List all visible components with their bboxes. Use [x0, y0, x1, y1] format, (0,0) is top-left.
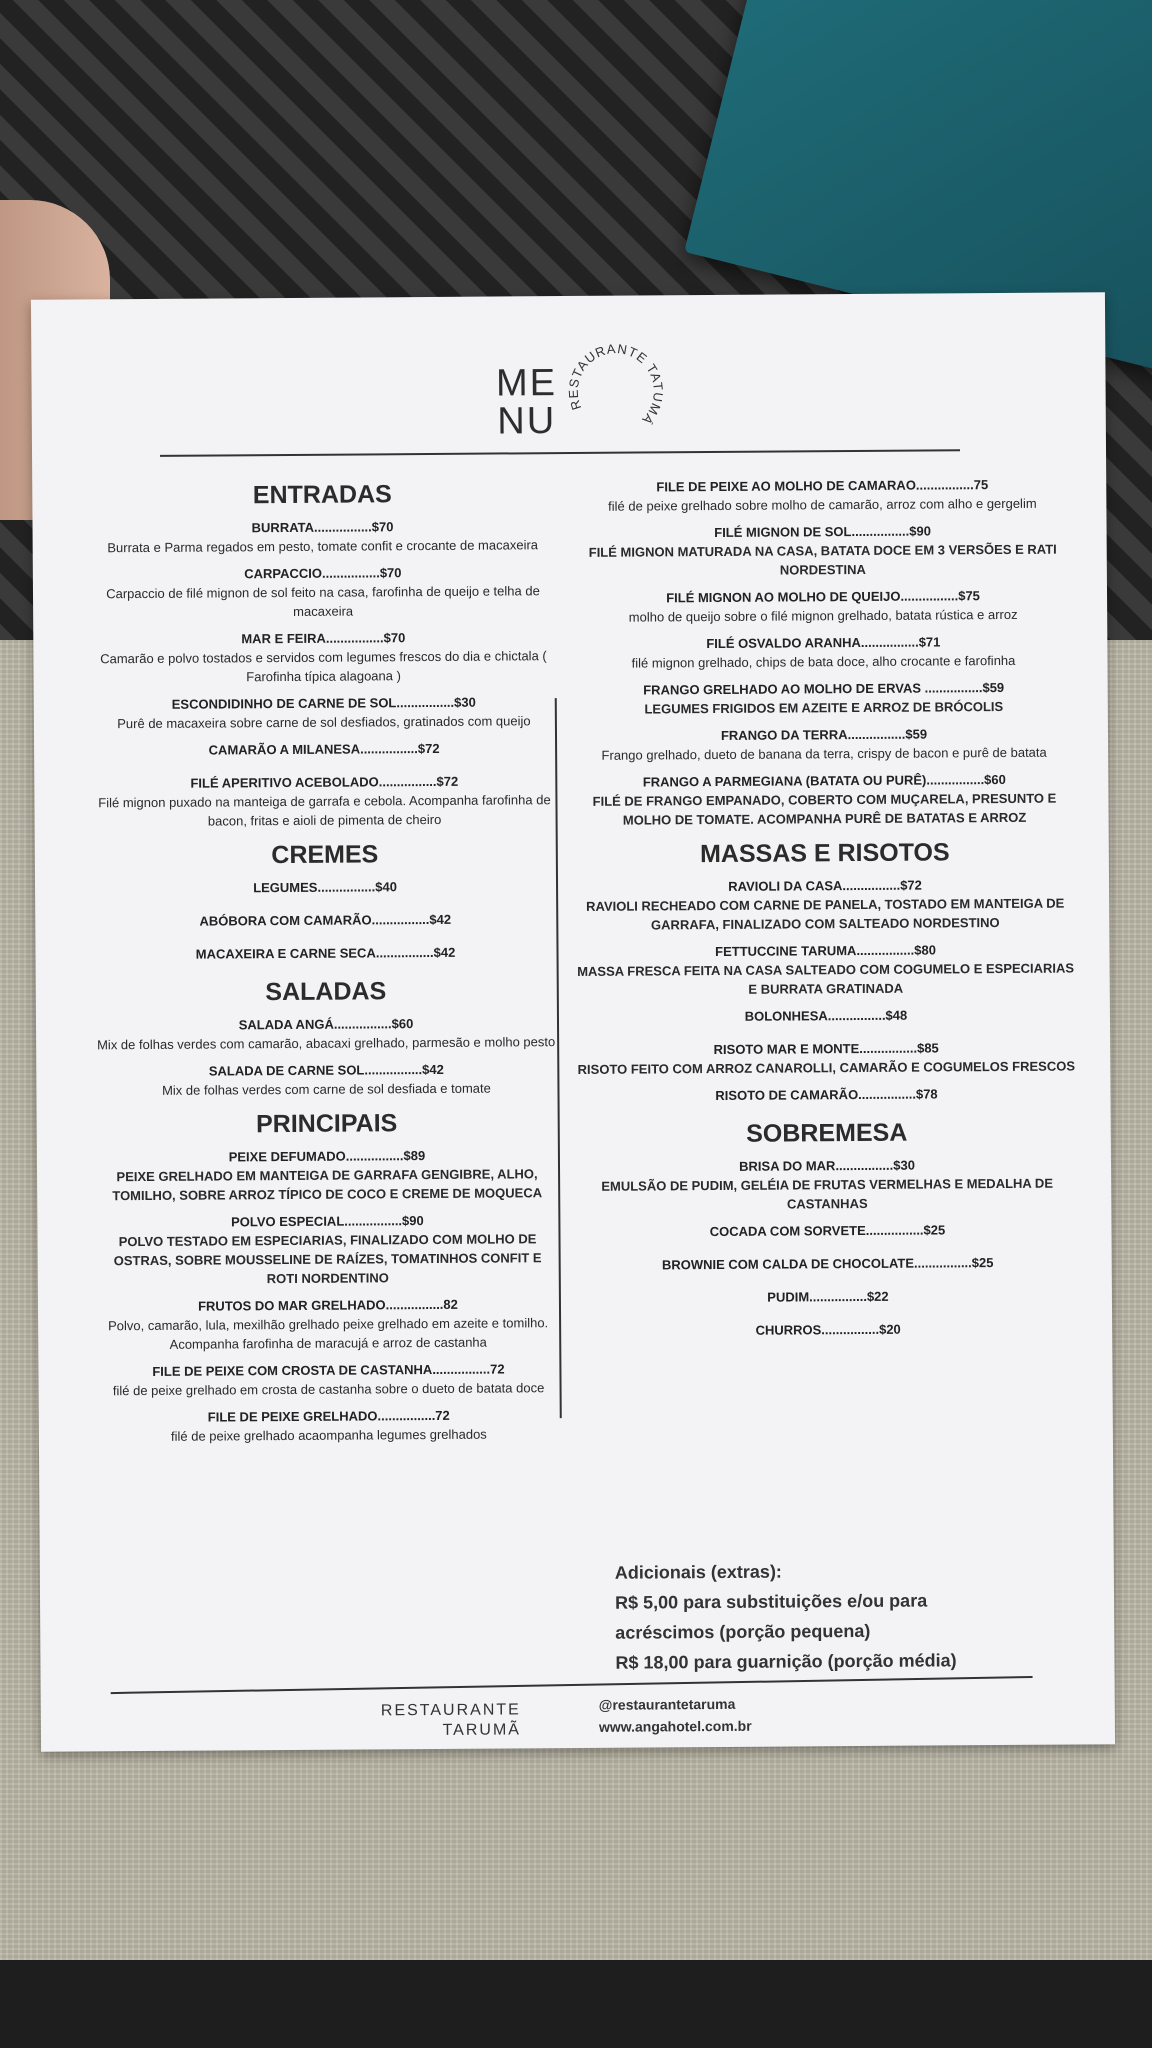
menu-item-description: POLVO TESTADO EM ESPECIARIAS, FINALIZADO COM MOLHO DE OSTRAS, SOBRE MOUSSELINE DE RAÍZES, TOMATINHOS CONFIT E ROTI NORDENTINO: [113, 1231, 542, 1287]
menu-item-name-price: FILE DE PEIXE AO MOLHO DE CAMARAO................75: [656, 477, 989, 495]
menu-item: [573, 521, 1073, 581]
menu-item-description: filé mignon grelhado, chips de bata doce, alho crocante e farofinha: [631, 652, 1016, 671]
extras-section: [615, 1555, 1036, 1678]
menu-item: [574, 677, 1074, 718]
menu-item: [98, 1359, 558, 1400]
table-edge: [0, 1960, 1152, 2048]
menu-item-name-price: MAR E FEIRA................$70: [241, 630, 406, 647]
menu-item-description: Polvo, camarão, lula, mexilhão grelhado peixe grelhado em azeite e tomilho. Acompanha farofinha de maracujá e arroz de castanha: [108, 1315, 549, 1352]
menu-item-name-price: PUDIM................$22: [767, 1288, 889, 1305]
menu-item-name-price: FRANGO DA TERRA................$59: [720, 726, 928, 743]
menu-item: [94, 771, 554, 831]
menu-title-line1: ME: [495, 362, 558, 405]
menu-item: [99, 1405, 559, 1446]
menu-item-description: Mix de folhas verdes com camarão, abacaxi grelhado, parmesão e molho pesto: [97, 1034, 556, 1053]
menu-item-description: FILÉ DE FRANGO EMPANADO, COBERTO COM MUÇARELA, PRESUNTO E MOLHO DE TOMATE. ACOMPANHA PURÊ DE BATATAS E ARROZ: [592, 790, 1057, 828]
menu-item: [95, 909, 555, 931]
menu-item-name-price: RISOTO DE CAMARÃO................$78: [715, 1086, 938, 1104]
menu-item: [92, 516, 552, 557]
extras-line: R$ 18,00 para guarnição (porção média): [615, 1650, 957, 1673]
menu-item-name-price: BURRATA................$70: [251, 519, 394, 536]
menu-item: [577, 1154, 1077, 1214]
menu-item-name-price: MACAXEIRA E CARNE SECA................$42: [195, 944, 456, 962]
menu-item: [573, 585, 1073, 626]
menu-item-name-price: FILÉ MIGNON DE SOL................$90: [714, 523, 931, 541]
menu-item-name-price: PEIXE DEFUMADO................$89: [228, 1148, 426, 1165]
menu-item-name-price: CHURROS................$20: [755, 1321, 901, 1338]
restaurant-logo: [536, 317, 687, 468]
instagram-handle: @restaurantetaruma: [598, 1695, 736, 1713]
menu-item-description: MASSA FRESCA FEITA NA CASA SALTEADO COM COGUMELO E ESPECIARIAS E BURRATA GRATINADA: [577, 960, 1075, 997]
menu-item: [572, 475, 1072, 516]
menu-item-description: molho de queijo sobre o filé mignon grelhado, batata rústica e arroz: [628, 606, 1018, 625]
menu-item: [98, 1294, 558, 1354]
menu-item-name-price: CARPACCIO................$70: [244, 565, 402, 582]
menu-item-name-price: FILE DE PEIXE GRELHADO................72: [207, 1407, 450, 1425]
menu-item-name-price: CAMARÃO A MILANESA................$72: [208, 740, 440, 758]
menu-item-description: EMULSÃO DE PUDIM, GELÉIA DE FRUTAS VERMELHAS E MEDALHA DE CASTANHAS: [601, 1175, 1054, 1212]
footer-name-line1: RESTAURANTE: [380, 1701, 521, 1720]
section-heading: CREMES: [271, 840, 379, 870]
menu-item-name-price: FILÉ MIGNON AO MOLHO DE QUEIJO................$75: [666, 588, 980, 606]
menu-item-description: FILÉ MIGNON MATURADA NA CASA, BATATA DOCE EM 3 VERSÕES E RATI NORDESTINA: [588, 541, 1057, 578]
menu-item-description: Filé mignon puxado na manteiga de garrafa e cebola. Acompanha farofinha de bacon, fritas e aioli de pimenta de cheiro: [98, 792, 551, 829]
menu-item-description: RAVIOLI RECHEADO COM CARNE DE PANELA, TOSTADO EM MANTEIGA DE GARRAFA, FINALIZADO COM SALTEADO NORDESTINO: [586, 895, 1065, 933]
menu-item-name-price: SALADA DE CARNE SOL................$42: [208, 1061, 444, 1079]
menu-item: [94, 692, 554, 733]
menu-item: [575, 939, 1075, 999]
menu-item: [578, 1285, 1078, 1307]
menu-item: [578, 1252, 1078, 1274]
menu-item: [575, 874, 1075, 934]
menu-item: [93, 627, 553, 687]
menu-item: [577, 1219, 1077, 1241]
menu-item-description: Carpaccio de filé mignon de sol feito na casa, farofinha de queijo e telha de macaxeira: [106, 583, 540, 619]
svg-text:RESTAURANTE TATUMÁ: RESTAURANTE TATUMÁ: [565, 341, 667, 429]
menu-item-description: filé de peixe grelhado em crosta de castanha sobre o dueto de batata doce: [112, 1380, 545, 1399]
menu-item: [576, 1004, 1076, 1026]
menu-item-description: Mix de folhas verdes com carne de sol desfiada e tomate: [162, 1080, 491, 1098]
menu-item: [97, 1145, 557, 1205]
menu-item-name-price: RISOTO MAR E MONTE................$85: [713, 1040, 939, 1058]
menu-item: [94, 738, 554, 760]
menu-item-description: Purê de macaxeira sobre carne de sol desfiados, gratinados com queijo: [117, 713, 531, 732]
menu-item-description: Burrata e Parma regados em pesto, tomate confit e crocante de macaxeira: [107, 537, 539, 556]
menu-item-name-price: FRANGO GRELHADO AO MOLHO DE ERVAS ................$59: [643, 679, 1005, 698]
menu-item: [576, 1037, 1076, 1078]
left-column: [92, 478, 559, 1454]
menu-item-name-price: RAVIOLI DA CASA................$72: [728, 877, 922, 894]
menu-item: [95, 942, 555, 964]
menu-item-name-price: LEGUMES................$40: [253, 879, 397, 896]
menu-item: [95, 876, 555, 898]
menu-item-name-price: BROWNIE COM CALDA DE CHOCOLATE................$25: [661, 1255, 994, 1273]
section-heading: SOBREMESA: [746, 1118, 908, 1148]
menu-item: [576, 1083, 1076, 1105]
footer-contact: [599, 1692, 899, 1738]
menu-item: [578, 1318, 1078, 1340]
menu-item-name-price: FETTUCCINE TARUMA................$80: [715, 942, 936, 960]
menu-item: [97, 1210, 558, 1289]
menu-item: [574, 723, 1074, 764]
menu-item-description: LEGUMES FRIGIDOS EM AZEITE E ARROZ DE BRÓCOLIS: [644, 698, 1004, 717]
menu-item: [574, 769, 1074, 829]
menu-item-name-price: BRISA DO MAR................$30: [739, 1157, 915, 1174]
extras-title: Adicionais (extras):: [614, 1561, 782, 1583]
menu-item-name-price: ABÓBORA COM CAMARÃO................$42: [199, 911, 452, 929]
extras-line: acréscimos (porção pequena): [615, 1620, 871, 1643]
footer-name-line2: TARUMÃ: [442, 1721, 521, 1739]
menu-item: [573, 631, 1073, 672]
menu-item-description: RISOTO FEITO COM ARROZ CANAROLLI, CAMARÃO E COGUMELOS FRESCOS: [577, 1058, 1076, 1077]
menu-item-description: Frango grelhado, dueto de banana da terra, crispy de bacon e purê de batata: [601, 744, 1047, 763]
section-heading: MASSAS E RISOTOS: [699, 838, 950, 869]
section-heading: SALADAS: [265, 977, 387, 1007]
menu-item-description: filé de peixe grelhado acaompanha legumes grelhados: [170, 1426, 487, 1444]
menu-item-name-price: FRUTOS DO MAR GRELHADO................82: [198, 1296, 458, 1314]
menu-item-name-price: FILE DE PEIXE COM CROSTA DE CASTANHA................72: [152, 1361, 505, 1379]
extras-line: R$ 5,00 para substituições e/ou para: [614, 1590, 928, 1613]
website-url: www.angahotel.com.br: [598, 1717, 752, 1735]
menu-item-name-price: POLVO ESPECIAL................$90: [231, 1213, 424, 1230]
menu-title-line2: NU: [497, 400, 557, 443]
menu-item-description: PEIXE GRELHADO EM MANTEIGA DE GARRAFA GENGIBRE, ALHO, TOMILHO, SOBRE ARROZ TÍPICO DE COCO E CREME DE MOQUECA: [112, 1166, 543, 1204]
menu-item-description: filé de peixe grelhado sobre molho de camarão, arroz com alho e gergelim: [608, 495, 1037, 514]
menu-item: [93, 562, 553, 622]
menu-item-description: Camarão e polvo tostados e servidos com legumes frescos do dia e chictala ( Farofinha típica alagoana ): [100, 648, 547, 685]
menu-item: [96, 1013, 556, 1054]
menu-item-name-price: SALADA ANGÁ................$60: [238, 1016, 414, 1033]
menu-item-name-price: BOLONHESA................$48: [744, 1007, 908, 1024]
menu-item-name-price: COCADA COM SORVETE................$25: [709, 1222, 946, 1240]
section-heading: ENTRADAS: [252, 480, 392, 510]
menu-item-name-price: FILÉ OSVALDO ARANHA................$71: [706, 634, 941, 652]
menu-item-name-price: ESCONDIDINHO DE CARNE DE SOL................$30: [171, 694, 476, 712]
menu-item: [96, 1059, 556, 1100]
menu-paper: [31, 292, 1115, 1751]
section-heading: PRINCIPAIS: [255, 1109, 398, 1139]
menu-item-name-price: FRANGO A PARMEGIANA (BATATA OU PURÊ)................$60: [642, 771, 1006, 790]
menu-item-name-price: FILÉ APERITIVO ACEBOLADO................$72: [190, 773, 459, 791]
right-column: [572, 475, 1078, 1355]
footer-restaurant-name: [321, 1700, 521, 1741]
